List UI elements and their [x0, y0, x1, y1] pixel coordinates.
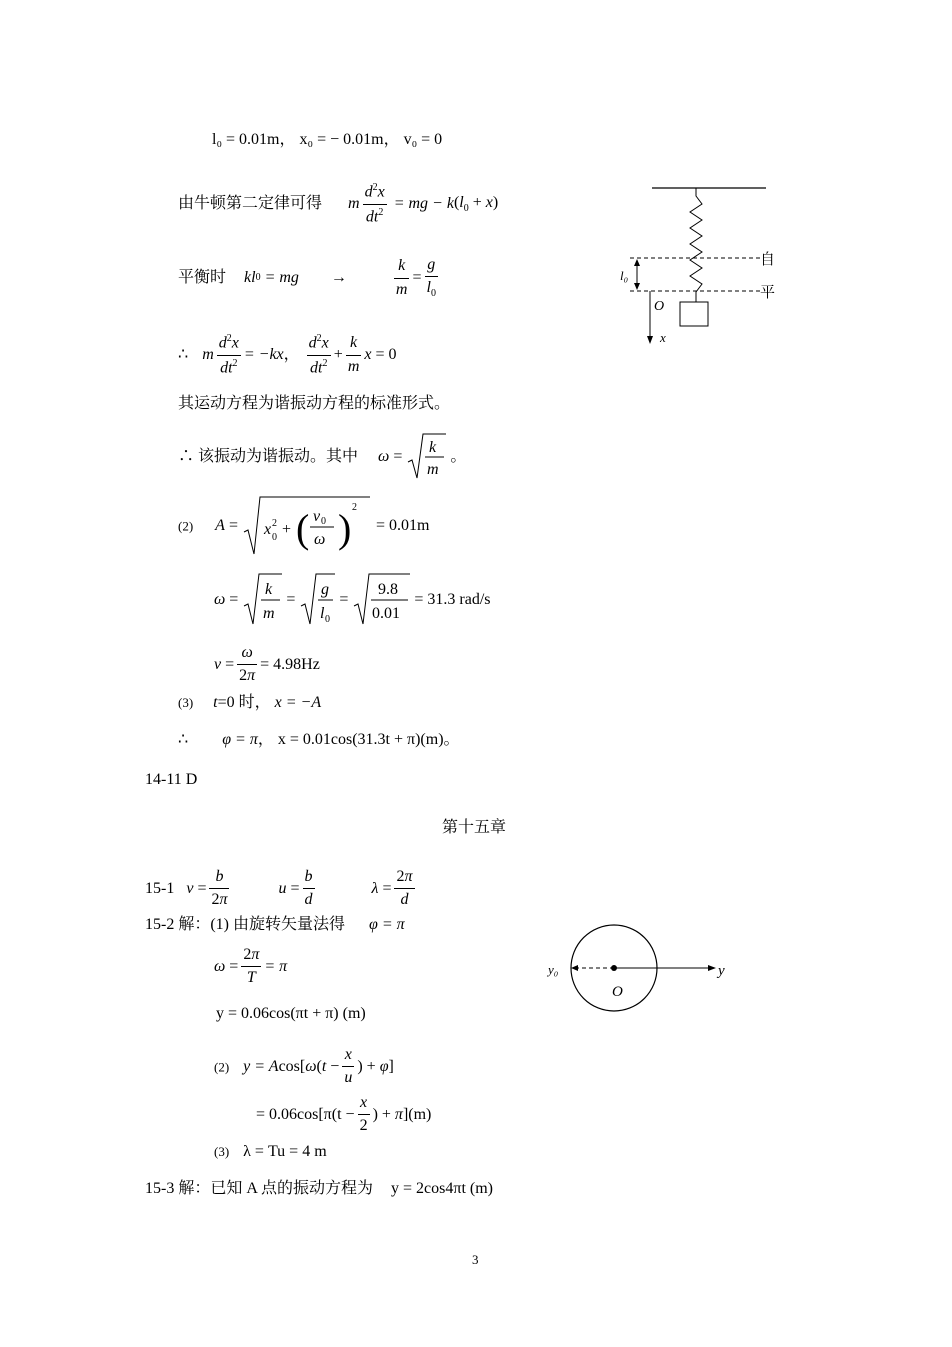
- wave-equation: (2) y = Acos[ω(t − $\frac{x}{u}$ ) + φ]: [214, 1046, 394, 1087]
- origin-label: O: [612, 984, 623, 1000]
- amplitude-sqrt: [242, 494, 372, 558]
- svg-text:): ): [337, 506, 352, 551]
- svg-text:+: +: [281, 521, 292, 538]
- svg-text:x: x: [263, 521, 272, 538]
- motion-equation: ∴ m $\frac{d^2x}{dt^2}$ = −kx， $\frac{d^2x}{dt^2}$ + $\frac{k}{m}$ x = 0: [178, 333, 397, 377]
- standard-form-text: 其运动方程为谐振动方程的标准形式。: [178, 395, 451, 412]
- sqrt-g-l0: [299, 572, 335, 628]
- svg-text:l: l: [320, 605, 325, 622]
- svg-text:k: k: [429, 439, 437, 456]
- svg-text:0.01: 0.01: [372, 605, 401, 622]
- sqrt-k-over-m: [406, 432, 446, 482]
- svg-text:v: v: [312, 508, 321, 525]
- newton-equation: 由牛顿第二定律可得 m $\frac{d^2x}{dt^2}$ = mg − $k(l_0 + x)$: [178, 182, 499, 226]
- y-equation-15-2: y = 0.06cos(πt + π) (m): [216, 1005, 366, 1022]
- omega-15-2: ω = $\frac{2\pi}{T}$ = π: [214, 946, 288, 987]
- answer-15-1: 15-1 ν = $\frac{b}{2\pi}$ u = $\frac{b}{d}$ λ = $\frac{2\pi}{d}$: [145, 868, 413, 909]
- svg-text:(: (: [295, 506, 310, 551]
- sqrt-9.8-0.01: [352, 572, 410, 628]
- wave-equation-numeric: = 0.06cos[π(t − $\frac{x}{2}$ ) + π](m): [256, 1094, 432, 1135]
- phase-result: ∴ φ = π， x = 0.01cos(31.3t + π)(m)。: [178, 731, 460, 748]
- svg-text:2: 2: [351, 502, 357, 513]
- answer-14-11: 14-11 D: [145, 771, 198, 788]
- origin-label: O: [654, 299, 665, 314]
- svg-text:0: 0: [271, 532, 277, 543]
- svg-text:0: 0: [320, 516, 326, 527]
- svg-text:2: 2: [271, 518, 277, 529]
- svg-text:k: k: [265, 581, 273, 598]
- spring-figure: [610, 180, 780, 350]
- svg-text:m: m: [427, 461, 439, 478]
- svg-text:m: m: [263, 605, 275, 622]
- y0-label: y₀: [548, 962, 559, 977]
- chapter-title: 第十五章: [442, 819, 507, 836]
- harmonic-statement: ∴ 该振动为谐振动。其中 ω = k m 。: [178, 432, 466, 482]
- x-axis-label: x: [660, 330, 666, 345]
- part3-condition: (3) t=0 时， x = −A: [178, 694, 322, 711]
- equilibrium-label: 平: [760, 285, 776, 301]
- equilibrium-equation: 平衡时 kl0 = mg → $\frac{k}{m}$ = $\frac{g}{l_0}$: [178, 256, 436, 300]
- phasor-figure: [540, 920, 740, 1020]
- answer-15-2: 15-2 解：(1) 由旋转矢量法得 φ = π: [145, 916, 405, 933]
- l0-label: l₀: [620, 268, 629, 283]
- svg-text:9.8: 9.8: [378, 581, 399, 598]
- frequency-equation: ν = $\frac{\omega}{2\pi}$ = 4.98Hz: [214, 644, 320, 685]
- svg-text:0: 0: [325, 614, 331, 625]
- free-length-label: 自: [760, 252, 776, 268]
- wavelength: (3) λ = Tu = 4 m: [214, 1143, 327, 1160]
- svg-text:g: g: [321, 581, 330, 598]
- amplitude-equation: (2) A = x 0 2 + ( v 0 ω ) 2 = 0.01m: [178, 494, 429, 558]
- omega-equation: ω = k m = g l 0 = 9.8 0.01 = 31.3 rad/s: [214, 572, 491, 628]
- svg-text:ω: ω: [313, 531, 326, 548]
- answer-15-3: 15-3 解：已知 A 点的振动方程为 y = 2cos4πt (m): [145, 1180, 493, 1197]
- sqrt-k-m: [242, 572, 282, 628]
- initial-conditions: l₀ = 0.01m， x₀ = − 0.01m， v₀ = 0: [212, 131, 443, 148]
- page-number: 3: [472, 1252, 479, 1267]
- y-axis-label: y: [718, 963, 725, 979]
